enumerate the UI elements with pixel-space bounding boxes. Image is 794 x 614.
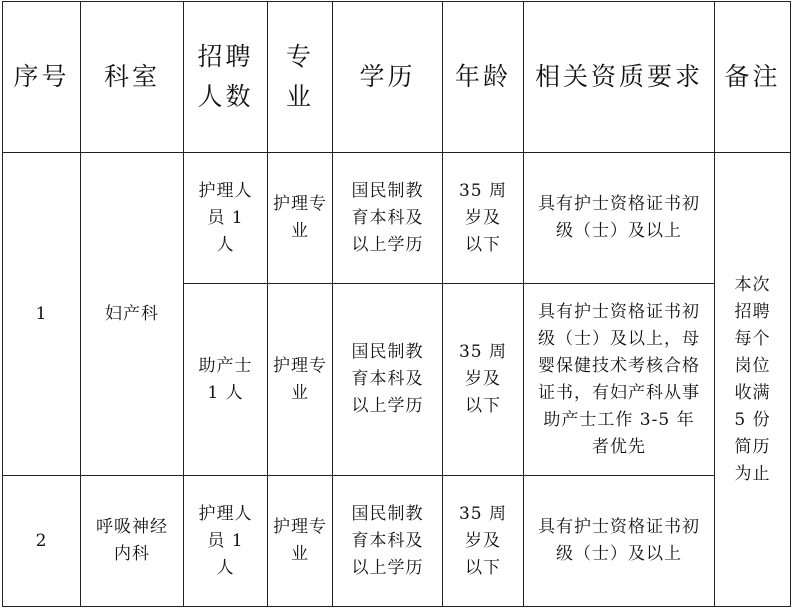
header-education: 学历: [333, 2, 443, 153]
row-1-age: 35 周岁及以下: [443, 153, 524, 284]
recruitment-table: [2, 1, 791, 607]
row-2-qualification: 具有护士资格证书初级（士）及以上，母婴保健技术考核合格证书，有妇产科从事助产士工作 3-5 年者优先: [524, 284, 715, 476]
row-3-index: 2: [3, 476, 81, 607]
table-row: [3, 476, 791, 607]
header-count: 招聘人数: [184, 2, 268, 153]
row-3-education: 国民制教育本科及以上学历: [333, 476, 443, 607]
row-3-age: 35 周岁及以下: [443, 476, 524, 607]
row-2-major: 护理专业: [268, 284, 333, 476]
header-remark: 备注: [715, 2, 791, 153]
row-1-qualification: 具有护士资格证书初级（士）及以上: [524, 153, 715, 284]
row-3-major: 护理专业: [268, 476, 333, 607]
remark-cell: 本次招聘每个岗位收满 5 份简历为止: [715, 153, 791, 607]
row-1-department: 妇产科: [81, 153, 184, 476]
row-1-count: 护理人员 1 人: [184, 153, 268, 284]
row-3-qualification: 具有护士资格证书初级（士）及以上: [524, 476, 715, 607]
header-qualification: 相关资质要求: [524, 2, 715, 153]
header-row: [3, 2, 791, 153]
table-row: [3, 153, 791, 284]
header-index: 序号: [3, 2, 81, 153]
row-3-department: 呼吸神经内科: [81, 476, 184, 607]
row-2-age: 35 周岁及以下: [443, 284, 524, 476]
row-2-count: 助产士 1 人: [184, 284, 268, 476]
row-1-index: 1: [3, 153, 81, 476]
row-3-count: 护理人员 1 人: [184, 476, 268, 607]
header-age: 年龄: [443, 2, 524, 153]
row-1-education: 国民制教育本科及以上学历: [333, 153, 443, 284]
header-major: 专业: [268, 2, 333, 153]
header-department: 科室: [81, 2, 184, 153]
row-1-major: 护理专业: [268, 153, 333, 284]
row-2-education: 国民制教育本科及以上学历: [333, 284, 443, 476]
